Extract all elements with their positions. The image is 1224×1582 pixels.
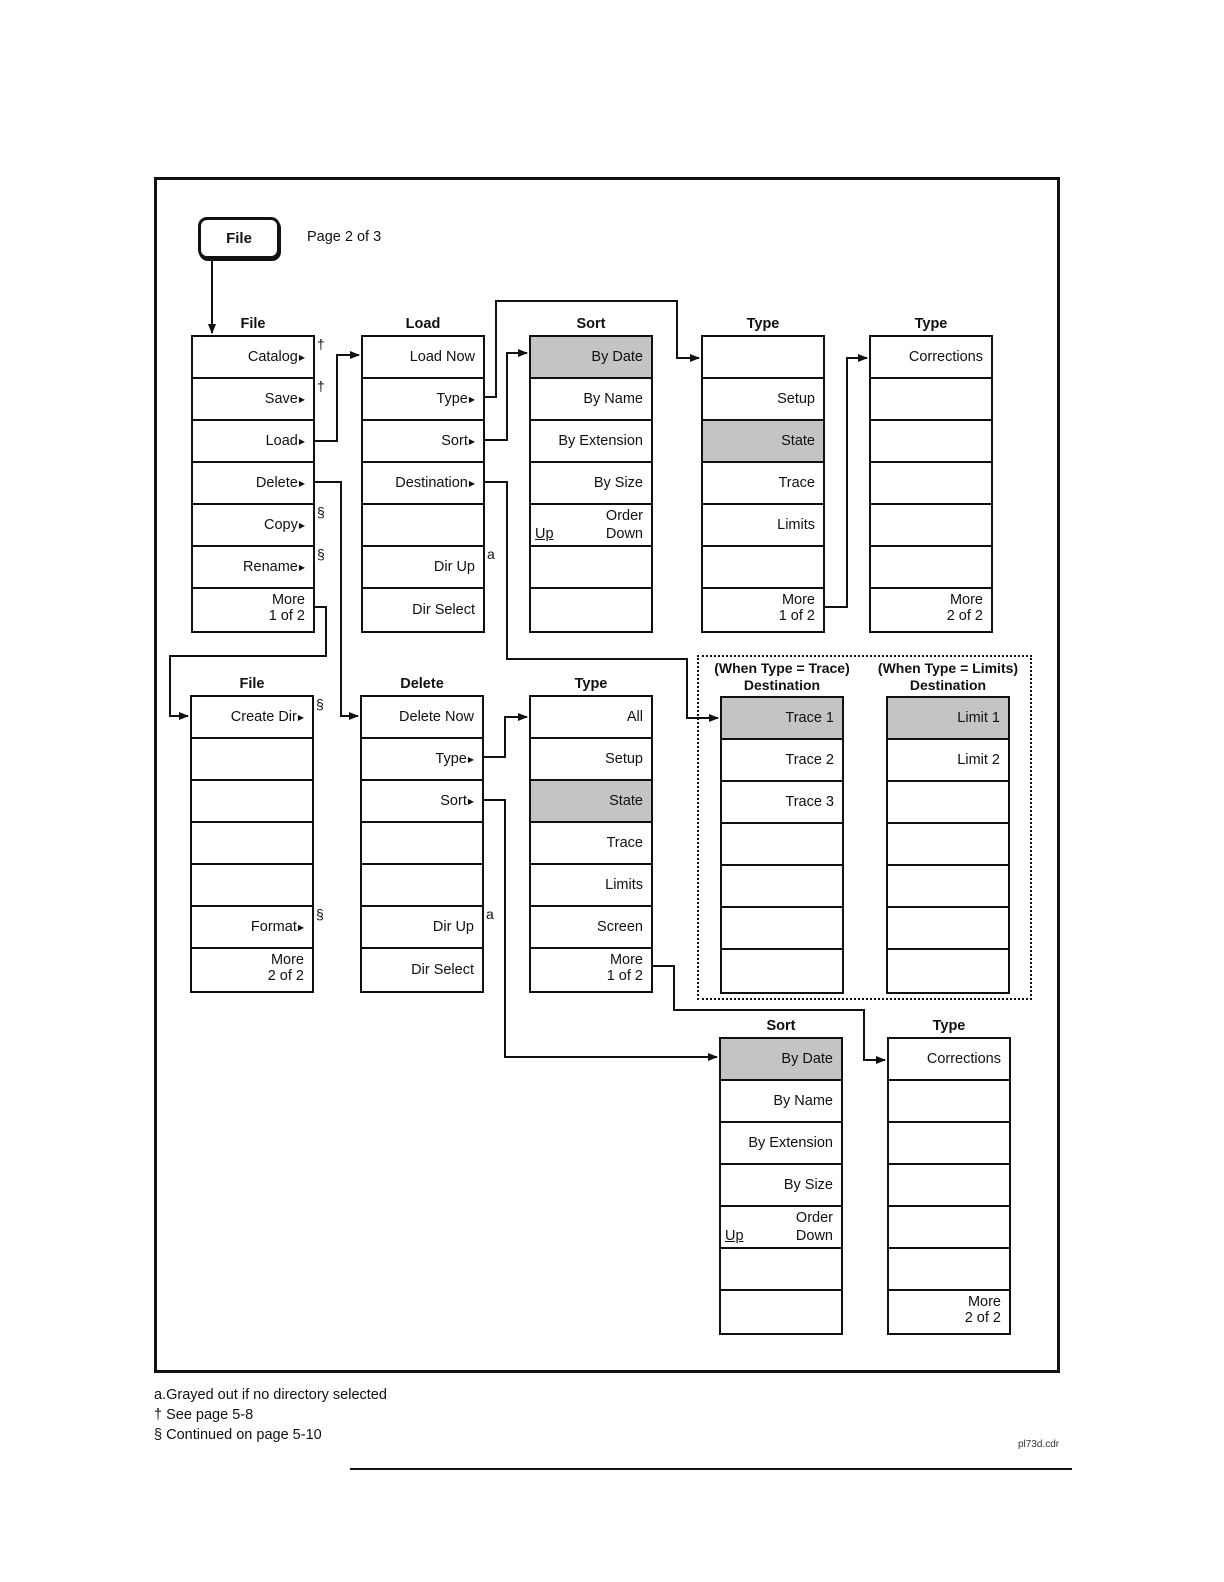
softkey-label-text: By Date xyxy=(781,1051,833,1067)
connector-delete-type xyxy=(484,717,527,757)
softkey-label-text: Limit 2 xyxy=(957,752,1000,768)
submenu-arrow-icon: ▶ xyxy=(467,796,474,806)
softkey-label-text: Save xyxy=(264,391,298,407)
softkey-label-text: Rename xyxy=(243,559,298,575)
more-line: More xyxy=(781,592,815,608)
softkey-label-text: Setup xyxy=(777,391,815,407)
softkey-label-text: By Extension xyxy=(558,433,643,449)
footnote-mark: § xyxy=(316,696,324,712)
softkey-label-text: Type xyxy=(436,391,468,407)
destination-condition: (When Type = Trace) xyxy=(714,660,850,676)
submenu-arrow-icon: ▶ xyxy=(467,754,474,764)
submenu-arrow-icon: ▶ xyxy=(468,436,475,446)
menu-title: Type xyxy=(914,316,948,332)
more-line: More xyxy=(270,952,304,968)
submenu-arrow-icon: ▶ xyxy=(298,520,305,530)
menu-title: Delete xyxy=(400,676,444,692)
page-count: 1 of 2 xyxy=(268,608,305,624)
connector-file-more xyxy=(170,607,326,716)
softkey-label-text: By Date xyxy=(591,349,643,365)
softkey-label-text: Setup xyxy=(605,751,643,767)
softkey-label-text: Trace xyxy=(778,475,815,491)
softkey-label-text: Dir Up xyxy=(432,919,474,935)
softkey-label-text: Sort xyxy=(440,793,467,809)
connector-delete-sort xyxy=(484,800,717,1057)
destination-heading xyxy=(700,660,864,694)
softkey-label-text: Dir Select xyxy=(411,962,474,978)
submenu-arrow-icon: ▶ xyxy=(297,922,304,932)
order-label: Order xyxy=(605,508,643,524)
order-up-option: Up xyxy=(725,1228,744,1244)
page-count: 2 of 2 xyxy=(267,968,304,984)
submenu-arrow-icon: ▶ xyxy=(468,478,475,488)
destination-title: Destination xyxy=(743,677,821,693)
destination-condition: (When Type = Limits) xyxy=(877,660,1019,676)
menu-title: File xyxy=(240,316,266,332)
footnote-mark: a xyxy=(486,906,494,922)
softkey-label-text: By Extension xyxy=(748,1135,833,1151)
softkey-label-text: Trace 1 xyxy=(785,710,834,726)
file-hardkey[interactable]: File xyxy=(198,217,280,259)
softkey-label-text: Delete Now xyxy=(399,709,474,725)
submenu-arrow-icon: ▶ xyxy=(298,562,305,572)
footnote-section: § Continued on page 5-10 xyxy=(154,1427,322,1443)
softkey-label-text: By Name xyxy=(583,391,643,407)
menu-title: Sort xyxy=(576,316,606,332)
order-up-option: Up xyxy=(535,526,554,542)
softkey-label-text: State xyxy=(781,433,815,449)
softkey-label-text: Trace xyxy=(606,835,643,851)
menu-title: Type xyxy=(746,316,780,332)
softkey-label-text: Trace 2 xyxy=(785,752,834,768)
footnote-dagger: † See page 5-8 xyxy=(154,1407,254,1423)
more-line: More xyxy=(967,1294,1001,1310)
softkey-label-text: State xyxy=(609,793,643,809)
softkey-label-text: Load xyxy=(265,433,298,449)
page-count: 2 of 2 xyxy=(964,1310,1001,1326)
footnote-mark: § xyxy=(317,546,325,562)
softkey-label-text: Create Dir xyxy=(230,709,297,725)
softkey-label-text: Trace 3 xyxy=(785,794,834,810)
figure-id: pl73d.cdr xyxy=(1018,1439,1060,1450)
softkey-label-text: Dir Select xyxy=(412,602,475,618)
menu-title: File xyxy=(239,676,265,692)
submenu-arrow-icon: ▶ xyxy=(298,394,305,404)
page-count: 1 of 2 xyxy=(606,968,643,984)
softkey-label-text: Limits xyxy=(605,877,643,893)
menu-title: Sort xyxy=(766,1018,796,1034)
footnote-mark: a xyxy=(487,546,495,562)
submenu-arrow-icon: ▶ xyxy=(298,478,305,488)
destination-title: Destination xyxy=(909,677,987,693)
softkey-label-text: Limits xyxy=(777,517,815,533)
footnote-mark: § xyxy=(316,906,324,922)
softkey-label-text: Copy xyxy=(263,517,298,533)
softkey-label-text: Load Now xyxy=(409,349,475,365)
page-label: Page 2 of 3 xyxy=(307,229,382,245)
more-line: More xyxy=(609,952,643,968)
order-label: Order xyxy=(795,1210,833,1226)
menu-title: Type xyxy=(932,1018,966,1034)
softkey-label-text: Corrections xyxy=(908,349,983,365)
submenu-arrow-icon: ▶ xyxy=(298,436,305,446)
page-rule xyxy=(350,1468,1072,1470)
softkey-label-text: Screen xyxy=(597,919,643,935)
submenu-arrow-icon: ▶ xyxy=(298,352,305,362)
softkey-label-text: Dir Up xyxy=(433,559,475,575)
footnote-a: a.Grayed out if no directory selected xyxy=(154,1387,387,1403)
more-line: More xyxy=(949,592,983,608)
softkey-label-text: Delete xyxy=(255,475,298,491)
menu-title: Type xyxy=(574,676,608,692)
softkey-label-text: By Size xyxy=(783,1177,833,1193)
softkey-label-text: Destination xyxy=(395,475,468,491)
softkey-label-text: Sort xyxy=(441,433,468,449)
page-count: 2 of 2 xyxy=(946,608,983,624)
footnote-mark: † xyxy=(317,378,325,394)
softkey-label-text: Catalog xyxy=(247,349,298,365)
connector-load xyxy=(315,355,359,441)
footnote-mark: † xyxy=(317,336,325,352)
page-count: 1 of 2 xyxy=(778,608,815,624)
softkey-label-text: All xyxy=(626,709,643,725)
order-down-option: Down xyxy=(795,1228,833,1244)
destination-heading xyxy=(866,660,1030,694)
footnote-mark: § xyxy=(317,504,325,520)
softkey-label-text: Limit 1 xyxy=(957,710,1000,726)
more-line: More xyxy=(271,592,305,608)
submenu-arrow-icon: ▶ xyxy=(468,394,475,404)
softkey-label-text: Type xyxy=(435,751,467,767)
order-down-option: Down xyxy=(605,526,643,542)
softkey-label-text: By Name xyxy=(773,1093,833,1109)
menu-title: Load xyxy=(405,316,441,332)
softkey-label-text: Corrections xyxy=(926,1051,1001,1067)
connector-type-more xyxy=(825,358,867,607)
softkey-label-text: By Size xyxy=(593,475,643,491)
submenu-arrow-icon: ▶ xyxy=(297,712,304,722)
connector-type3-more xyxy=(653,966,885,1060)
softkey-label-text: Format xyxy=(250,919,297,935)
